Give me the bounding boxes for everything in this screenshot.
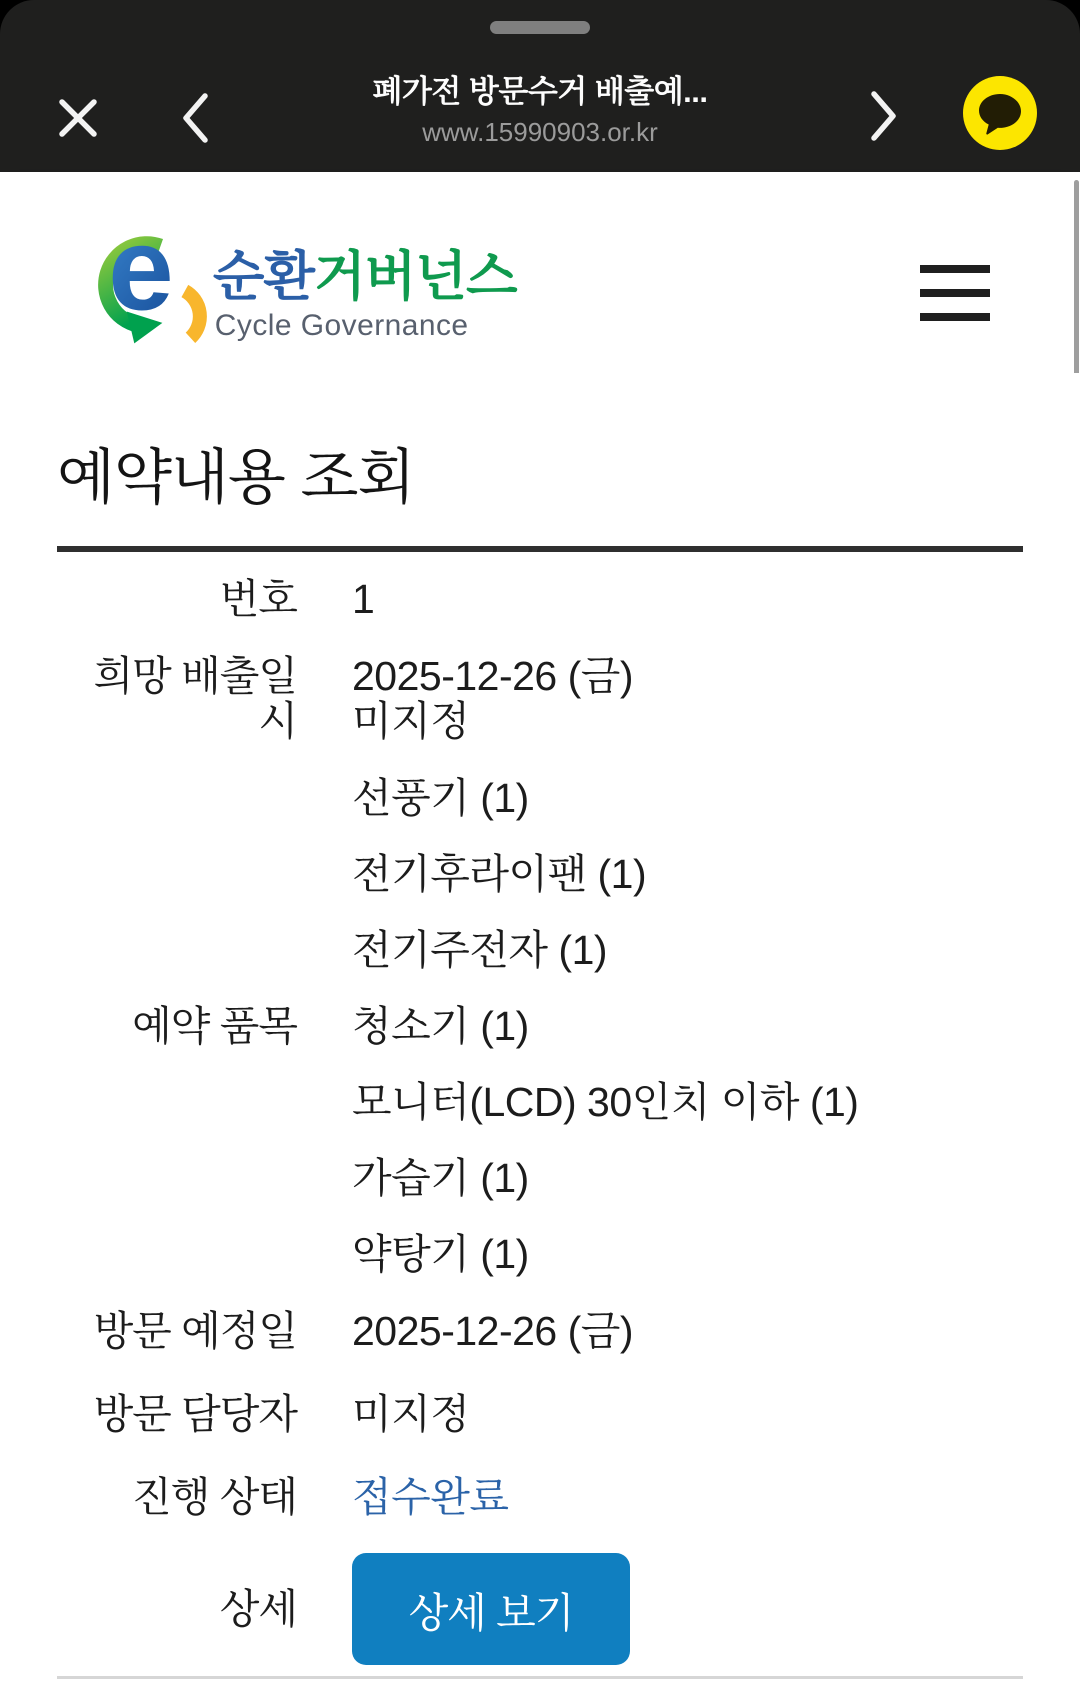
logo-english: Cycle Governance [214, 309, 469, 342]
item-line: 가습기 (1) [352, 1155, 529, 1201]
item-line: 약탕기 (1) [352, 1231, 529, 1277]
status-label: 진행 상태 [132, 1474, 297, 1520]
e-recycle-mark [106, 236, 200, 343]
visit-date-value: 2025-12-26 (금) [352, 1308, 634, 1354]
row-visit-manager [57, 1392, 1023, 1437]
items-label: 예약 품목 [132, 1003, 297, 1049]
row-items [57, 776, 1023, 1277]
status-value-link[interactable]: 접수완료 [352, 1474, 509, 1520]
browser-url: www.15990903.or.kr [422, 117, 658, 147]
chevron-right-icon[interactable] [869, 90, 899, 142]
row-number [57, 577, 1023, 622]
row-desired-discharge [57, 654, 1023, 744]
browser-page-title: 폐가전 방문수거 배출예... [372, 74, 708, 109]
visit-date-label: 방문 예정일 [93, 1308, 297, 1354]
item-line: 전기주전자 (1) [352, 927, 608, 973]
sheet-grab-handle[interactable] [490, 21, 590, 34]
item-line: 모니터(LCD) 30인치 이하 (1) [352, 1079, 859, 1125]
table-top-divider [57, 546, 1023, 552]
visit-manager-label: 방문 담당자 [93, 1391, 297, 1437]
number-value: 1 [352, 576, 375, 622]
item-line: 선풍기 (1) [352, 775, 529, 821]
desired-discharge-value [352, 654, 633, 744]
detail-view-button[interactable]: 상세 보기 [352, 1553, 630, 1665]
svg-text:순환거버넌스 [213, 248, 518, 307]
chevron-left-icon[interactable] [180, 92, 210, 144]
close-icon[interactable] [55, 95, 101, 141]
row-status [57, 1475, 1023, 1520]
cycle-governance-logo[interactable] [80, 236, 520, 346]
items-value [352, 776, 858, 1277]
hamburger-menu-icon[interactable] [920, 265, 990, 321]
desired-discharge-label: 희망 배출일시 [93, 653, 297, 744]
browser-top-bar [0, 0, 1080, 172]
desired-discharge-date: 2025-12-26 (금) [352, 653, 634, 699]
reservation-detail-table [57, 577, 1023, 1679]
item-line: 전기후라이팬 (1) [352, 851, 647, 897]
row-visit-date [57, 1309, 1023, 1354]
browser-title-block [220, 74, 860, 146]
site-header [0, 172, 1080, 373]
logo-korean-green: 거버넌스 [314, 247, 517, 307]
page-title: 예약내용 조회 [57, 444, 415, 511]
desired-discharge-time: 미지정 [352, 698, 470, 744]
row-detail [57, 1553, 1023, 1665]
item-line: 청소기 (1) [352, 1003, 529, 1049]
detail-label: 상세 [219, 1585, 297, 1632]
kakao-share-icon[interactable] [962, 75, 1038, 151]
visit-manager-value: 미지정 [352, 1391, 470, 1437]
number-label: 번호 [219, 576, 297, 622]
logo-korean-blue: 순환 [212, 247, 315, 307]
svg-text:e: e [108, 236, 174, 335]
table-bottom-divider [57, 1676, 1023, 1679]
reservation-lookup-page [0, 373, 1080, 1682]
